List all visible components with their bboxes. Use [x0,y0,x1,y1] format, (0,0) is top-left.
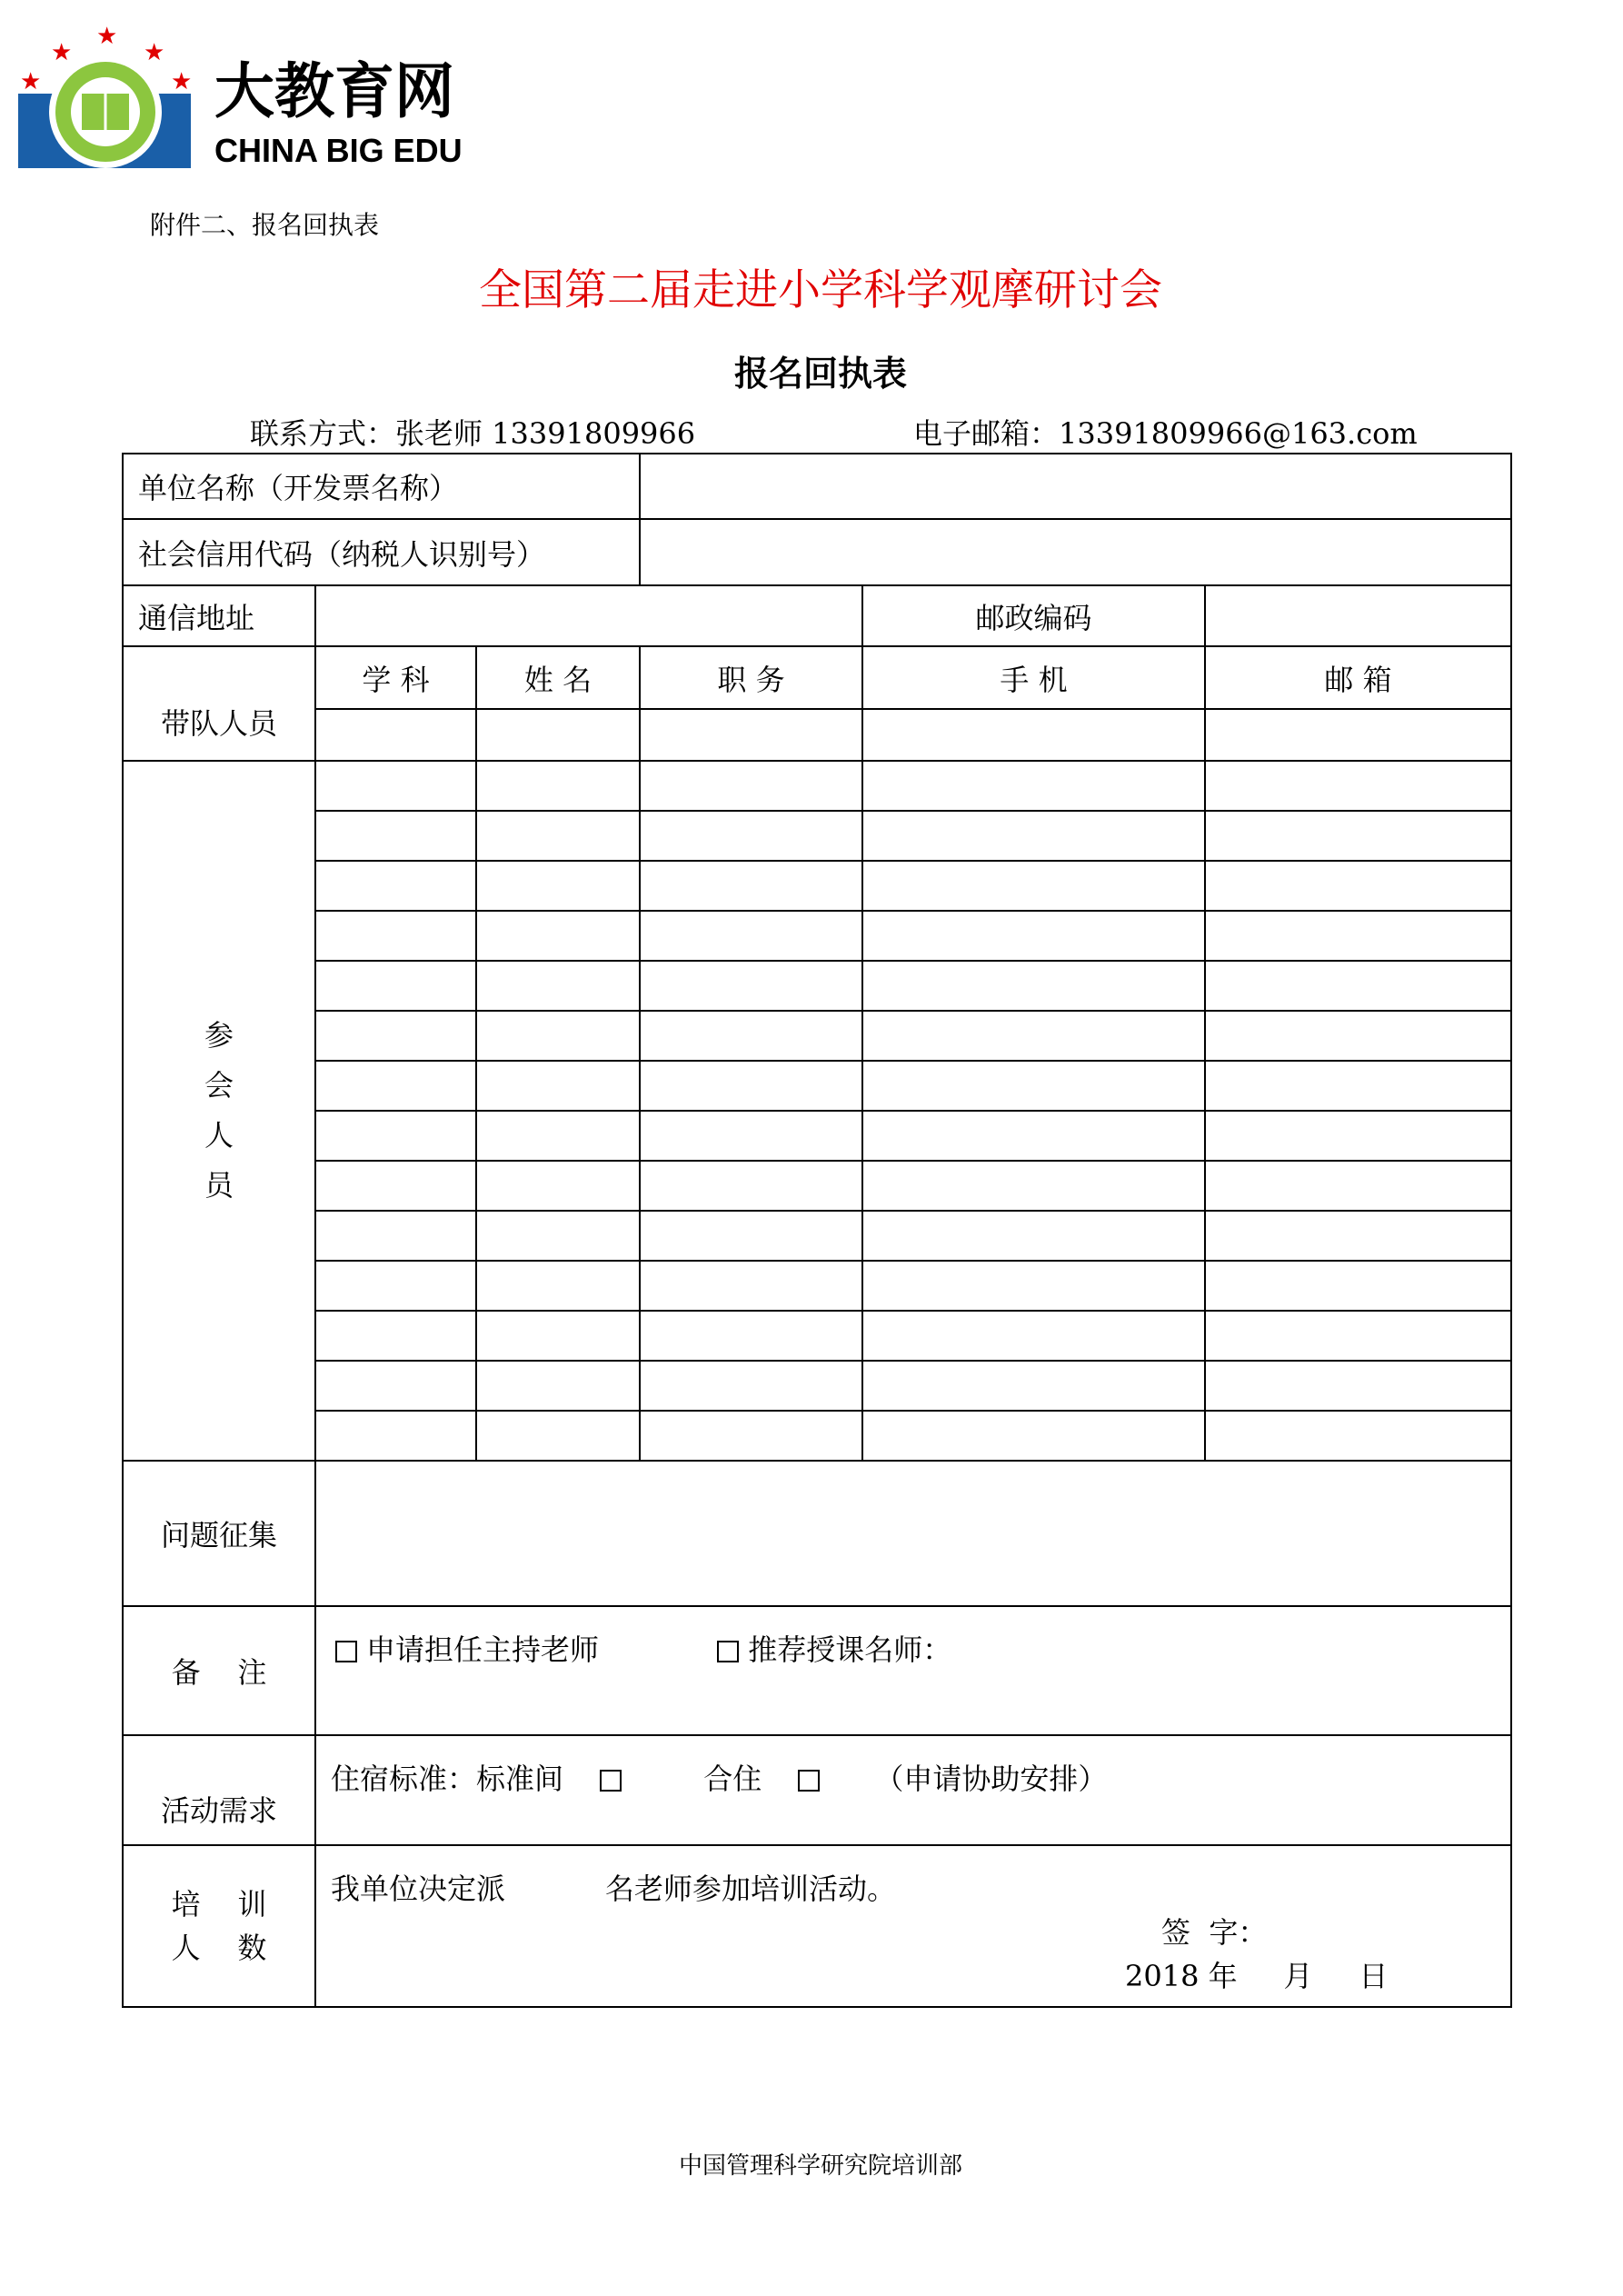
training-label [123,1845,315,2007]
cell[interactable] [640,1061,862,1111]
attendee-row [123,1261,1511,1311]
page-title: 全国第二届走进小学科学观摩研讨会 [479,265,1162,315]
cell[interactable] [862,811,1205,861]
cell[interactable] [640,1011,862,1061]
cell[interactable] [862,1161,1205,1211]
leader-label [123,646,315,761]
attendee-row [123,861,1511,911]
cell[interactable] [862,861,1205,911]
credit-code-label: 社会信用代码（纳税人识别号） [123,519,640,585]
cell[interactable] [1205,1161,1511,1211]
cell[interactable] [315,1311,476,1361]
cell[interactable] [862,1311,1205,1361]
svg-text:★: ★ [96,23,118,50]
recommend-option-label: 推荐授课名师： [748,1632,952,1667]
cell[interactable] [862,1111,1205,1161]
cell[interactable] [476,1061,640,1111]
cell[interactable] [1205,811,1511,861]
footer: 中国管理科学研究院培训部 [678,2152,962,2180]
svg-text:★: ★ [51,39,73,66]
cell[interactable] [1205,1311,1511,1361]
cell[interactable] [476,861,640,911]
cell[interactable] [315,911,476,961]
cell[interactable] [862,1411,1205,1461]
cell[interactable] [476,1361,640,1411]
training-content [315,1845,1511,2007]
column-header: 学 科 [315,646,476,709]
cell[interactable] [1205,961,1511,1011]
standard-room-checkbox[interactable] [600,1770,622,1792]
cell[interactable] [862,1361,1205,1411]
cell[interactable] [476,1261,640,1311]
attendee-row [123,1361,1511,1411]
svg-text:CHINA BIG EDU: CHINA BIG EDU [214,132,463,169]
cell[interactable] [315,1211,476,1261]
host-checkbox[interactable] [335,1641,357,1662]
training-label-1: 培 训 [171,1887,267,1922]
cell[interactable] [640,761,862,811]
unit-name-label: 单位名称（开发票名称） [123,454,640,519]
attendees-label-char: 参 [204,1018,234,1053]
cell[interactable] [1205,1411,1511,1461]
assist-note: （申请协助安排） [874,1762,1108,1796]
attendee-row [123,1211,1511,1261]
cell[interactable] [476,1311,640,1361]
svg-text:★: ★ [171,68,193,95]
attendee-row [123,1111,1511,1161]
signature-date: 2018 年 月 日 [1125,1959,1389,1993]
contact-phone: 联系方式：张老师 13391809966 [250,416,696,451]
registration-form [122,453,1512,2008]
attendee-row [123,961,1511,1011]
signature-label: 签 字： [1161,1915,1268,1950]
cell[interactable] [315,1411,476,1461]
column-header: 职 务 [640,646,862,709]
cell[interactable] [315,961,476,1011]
cell[interactable] [1205,1011,1511,1061]
cell[interactable] [315,1361,476,1411]
cell[interactable] [315,709,476,761]
column-header: 姓 名 [476,646,640,709]
remarks-label: 备 注 [123,1606,315,1735]
attendee-row [123,811,1511,861]
address-label: 通信地址 [123,585,315,646]
column-header: 手 机 [862,646,1205,709]
contact-email: 电子邮箱：13391809966@163.com [913,416,1418,451]
form-title: 报名回执表 [733,354,907,394]
svg-text:★: ★ [144,39,165,66]
lodging-label: 住宿标准：标准间 [331,1762,564,1796]
shared-label: 合住 [703,1762,762,1796]
cell[interactable] [315,811,476,861]
cell[interactable] [862,761,1205,811]
cell[interactable] [1205,1211,1511,1261]
cell[interactable] [1205,761,1511,811]
cell[interactable] [640,1361,862,1411]
training-text-2: 名老师参加培训活动。 [605,1872,897,1906]
cell[interactable] [476,1011,640,1061]
cell[interactable] [476,1411,640,1461]
svg-text:★: ★ [20,68,42,95]
cell[interactable] [476,1111,640,1161]
address-field[interactable] [315,585,862,646]
svg-text:大教育网: 大教育网 [214,56,454,126]
cell[interactable] [862,1261,1205,1311]
attendees-label [123,761,315,1461]
column-header: 邮 箱 [1205,646,1511,709]
cell[interactable] [640,1261,862,1311]
cell[interactable] [640,1111,862,1161]
activity-options [315,1735,1511,1845]
attendee-row [123,911,1511,961]
attendee-row [123,1061,1511,1111]
attendees-label-char: 人 [204,1118,234,1153]
cell[interactable] [476,1161,640,1211]
cell[interactable] [1205,709,1511,761]
cell[interactable] [1205,911,1511,961]
attendee-row [123,1161,1511,1211]
attendee-row [123,1311,1511,1361]
cell[interactable] [640,1411,862,1461]
attendee-row [123,1011,1511,1061]
credit-code-field[interactable] [640,519,1511,585]
host-option-label: 申请担任主持老师 [366,1632,600,1667]
cell[interactable] [862,911,1205,961]
activity-label [123,1735,315,1845]
cell[interactable] [862,961,1205,1011]
cell[interactable] [1205,1361,1511,1411]
attendee-row [123,1411,1511,1461]
activity-label-text: 活动需求 [160,1792,277,1828]
cell[interactable] [315,1261,476,1311]
attachment-label: 附件二、报名回执表 [150,210,380,240]
cell[interactable] [640,911,862,961]
cell[interactable] [315,761,476,811]
leader-label-text: 带队人员 [160,706,277,741]
training-text-1: 我单位决定派 [331,1872,506,1906]
unit-name-field[interactable] [640,454,1511,519]
attendees-label-char: 会 [204,1068,234,1103]
leader-row [123,709,1511,761]
cell[interactable] [476,961,640,1011]
cell[interactable] [640,1161,862,1211]
cell[interactable] [476,811,640,861]
cell[interactable] [1205,1261,1511,1311]
cell[interactable] [640,961,862,1011]
training-label-2: 人 数 [171,1931,267,1965]
cell[interactable] [640,811,862,861]
cell[interactable] [862,1061,1205,1111]
cell[interactable] [640,1211,862,1261]
attendees-label-char: 员 [204,1168,234,1203]
cell[interactable] [476,709,640,761]
cell[interactable] [476,1211,640,1261]
cell[interactable] [1205,861,1511,911]
cell[interactable] [862,1211,1205,1261]
shared-room-checkbox[interactable] [798,1770,820,1792]
questions-field[interactable] [315,1461,1511,1606]
postcode-label: 邮政编码 [862,585,1205,646]
cell[interactable] [476,911,640,961]
postcode-field[interactable] [1205,585,1511,646]
cell[interactable] [1205,1111,1511,1161]
logo [16,16,471,171]
cell[interactable] [315,1061,476,1111]
cell[interactable] [862,1011,1205,1061]
cell[interactable] [640,1311,862,1361]
cell[interactable] [315,1161,476,1211]
cell[interactable] [640,861,862,911]
cell[interactable] [315,861,476,911]
cell[interactable] [1205,1061,1511,1111]
attendee-row [123,761,1511,811]
cell[interactable] [315,1011,476,1061]
cell[interactable] [476,761,640,811]
cell[interactable] [862,709,1205,761]
cell[interactable] [315,1111,476,1161]
remarks-options [315,1606,1511,1735]
questions-label: 问题征集 [123,1461,315,1606]
cell[interactable] [640,709,862,761]
recommend-checkbox[interactable] [717,1641,739,1662]
